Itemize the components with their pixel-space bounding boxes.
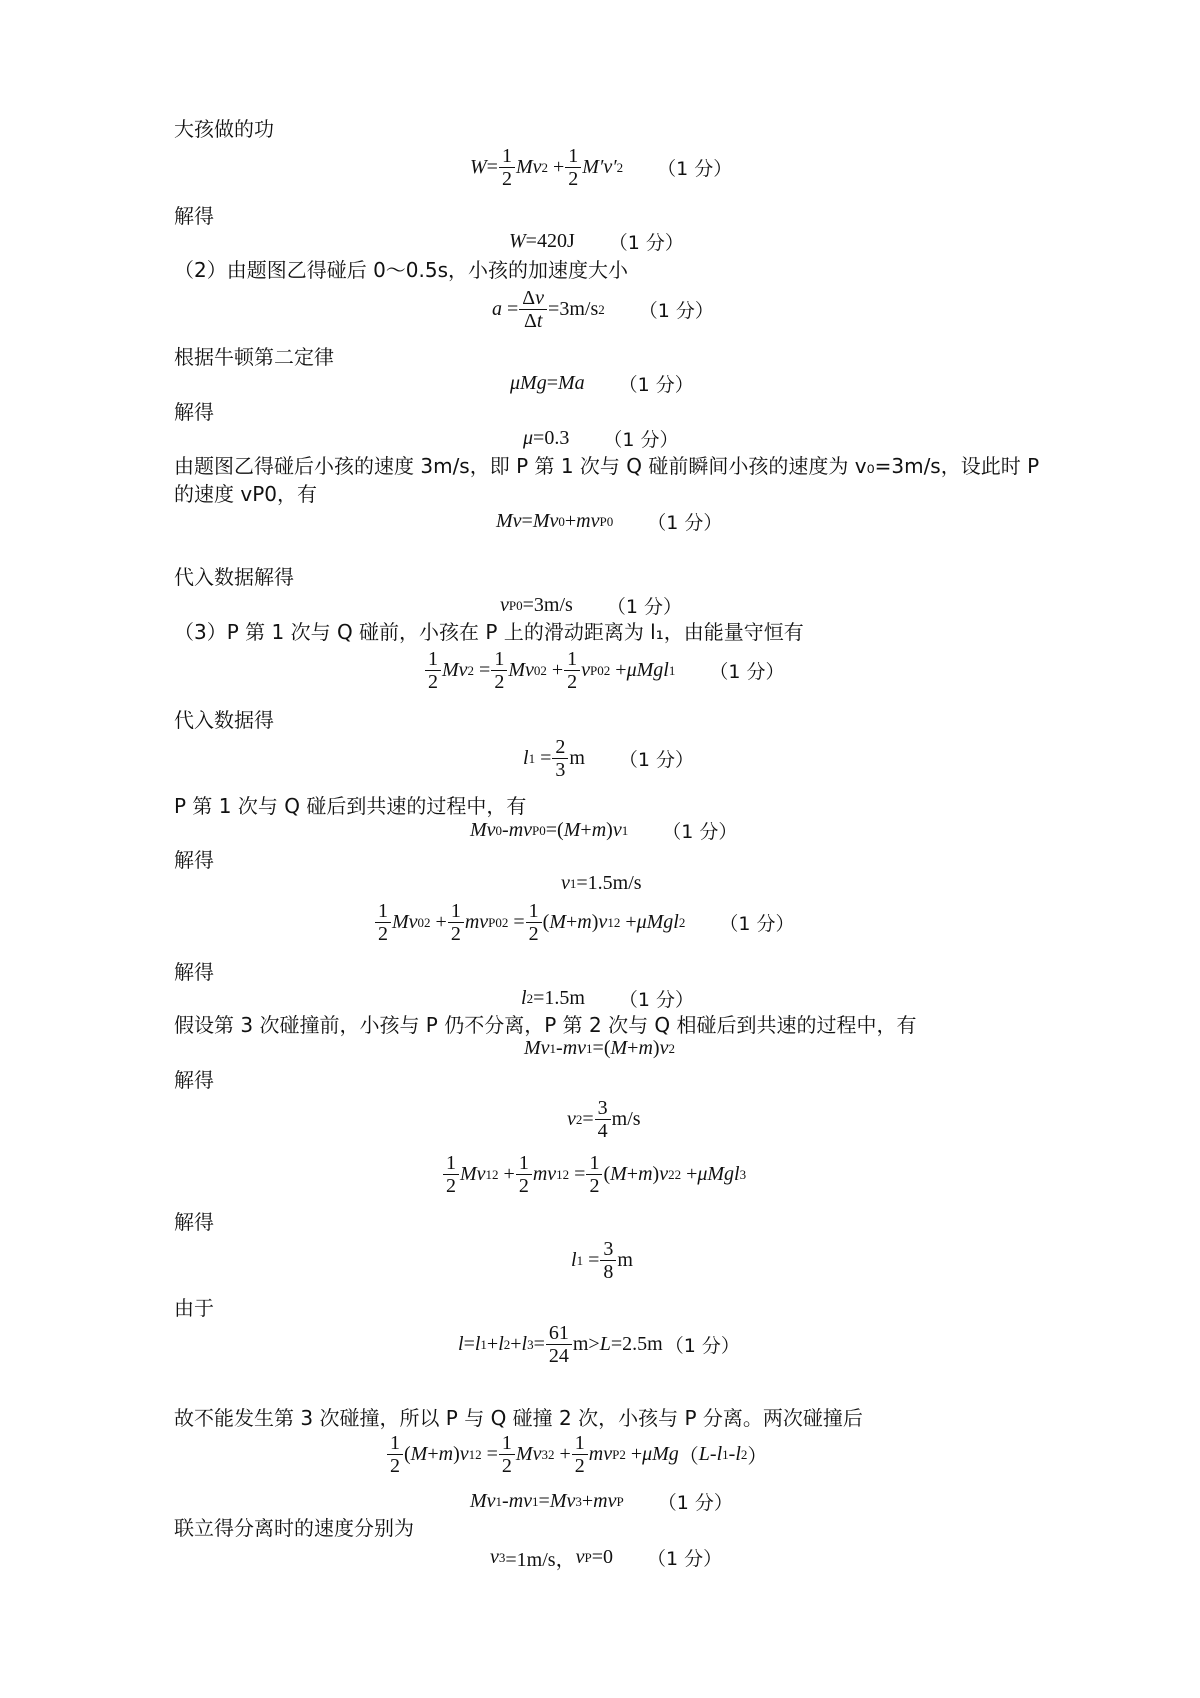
equation-l3: l 1 = $\frac{3}{8}$ m: [571, 1238, 633, 1283]
text-line: 解得: [174, 204, 214, 228]
equation-v2: v 2 = $\frac{3}{4}$ m/s: [567, 1097, 641, 1142]
text-line: 解得: [174, 960, 214, 984]
equation-energy-2: $\frac{1}{2}$ Mv 0 2 + $\frac{1}{2}$ mv P0 2 = $\frac{1}{2}$ ( M + m ) v 1 2 + μMgl 2 （1 分）: [374, 900, 795, 945]
equation-work: W = $\frac{1}{2}$ Mv 2 + $\frac{1}{2}$ M′v′ 2 （1 分）: [470, 145, 733, 190]
text-line: 代入数据解得: [174, 565, 294, 589]
text-line: 由于: [174, 1296, 214, 1320]
equation-l1: l 1 = $\frac{2}{3}$ m （1 分）: [523, 736, 695, 781]
text-line: 大孩做的功: [174, 117, 274, 141]
score-label: （1 分）: [646, 1548, 723, 1570]
text-line: 代入数据得: [174, 708, 274, 732]
score-label: （1 分）: [662, 821, 738, 843]
equation-momentum-4: Mv 1 - mv 1 = Mv 3 + mv P （1 分）: [470, 1490, 733, 1514]
text-line: 解得: [174, 400, 214, 424]
equation-momentum-1: Mv = Mv 0 + mv P0 （1 分）: [496, 510, 723, 534]
equation-newton: μMg = Ma （1 分）: [510, 372, 694, 396]
score-label: （1 分）: [647, 512, 723, 534]
equation-acceleration: a = $\frac{\Delta v}{\Delta t}$ =3m/s 2 （1 分）: [492, 287, 714, 332]
text-line: 根据牛顿第二定律: [174, 345, 334, 369]
equation-energy-1: $\frac{1}{2}$ Mv 2 = $\frac{1}{2}$ Mv 0 2 + $\frac{1}{2}$ v P0 2 + μMgl 1 （1 分）: [424, 648, 784, 693]
score-label: （1 分）: [657, 1492, 733, 1514]
text-line: 解得: [174, 848, 214, 872]
score-label: （1 分）: [638, 300, 714, 322]
score-label: （1 分）: [664, 1335, 740, 1357]
text-line: 解得: [174, 1068, 214, 1092]
equation-energy-3: $\frac{1}{2}$ Mv 1 2 + $\frac{1}{2}$ mv 1 2 = $\frac{1}{2}$ ( M + m ) v 2 2 + μMgl 3: [442, 1152, 746, 1197]
score-label: （1 分）: [719, 913, 795, 935]
score-label: （1 分）: [606, 596, 682, 618]
equation-energy-4: $\frac{1}{2}$ ( M + m ) v 1 2 = $\frac{1}{2}$ Mv 3 2 + $\frac{1}{2}$ mv P 2 + μMg （ L - l 1 - l 2 ）: [386, 1432, 767, 1477]
equation-l2: l 2 =1.5m （1 分）: [521, 987, 695, 1011]
text-line: （3）P 第 1 次与 Q 碰前，小孩在 P 上的滑动距离为 l₁，由能量守恒有: [174, 620, 804, 644]
text-line: 假设第 3 次碰撞前，小孩与 P 仍不分离，P 第 2 次与 Q 相碰后到共速的过程中，有: [174, 1013, 917, 1037]
score-label: （1 分）: [608, 232, 684, 254]
equation-total-length: l = l 1 + l 2 + l 3 = $\frac{61}{24}$ m> L =2.5m （1 分）: [458, 1322, 740, 1367]
equation-momentum-3: Mv 1 - mv 1 =( M + m ) v 2: [524, 1037, 675, 1059]
score-label: （1 分）: [603, 429, 679, 451]
text-line: 联立得分离时的速度分别为: [174, 1516, 414, 1540]
equation-work-result: W =420J （1 分）: [509, 230, 684, 254]
text-line: P 第 1 次与 Q 碰后到共速的过程中，有: [174, 794, 527, 818]
equation-momentum-2: Mv 0 - mv P0 =( M + m ) v 1 （1 分）: [470, 819, 738, 843]
text-line: 故不能发生第 3 次碰撞，所以 P 与 Q 碰撞 2 次，小孩与 P 分离。两次碰撞后: [174, 1406, 863, 1430]
text-line: （2）由题图乙得碰后 0～0.5s，小孩的加速度大小: [174, 258, 629, 282]
equation-v1: v 1 =1.5m/s: [561, 872, 642, 894]
score-label: （1 分）: [657, 158, 733, 180]
score-label: （1 分）: [618, 749, 695, 771]
score-label: （1 分）: [709, 661, 785, 683]
equation-final-velocities: v 3 =1m/s， v P =0 （1 分）: [490, 1546, 723, 1571]
equation-vp0: v P0 =3m/s （1 分）: [500, 594, 682, 618]
score-label: （1 分）: [618, 374, 694, 396]
equation-mu: μ =0.3 （1 分）: [523, 427, 679, 451]
text-line: 的速度 vP0，有: [174, 482, 317, 506]
score-label: （1 分）: [618, 989, 695, 1011]
text-line: 由题图乙得碰后小孩的速度 3m/s，即 P 第 1 次与 Q 碰前瞬间小孩的速度为 v₀=3m/s，设此时 P: [174, 454, 1040, 478]
text-line: 解得: [174, 1210, 214, 1234]
